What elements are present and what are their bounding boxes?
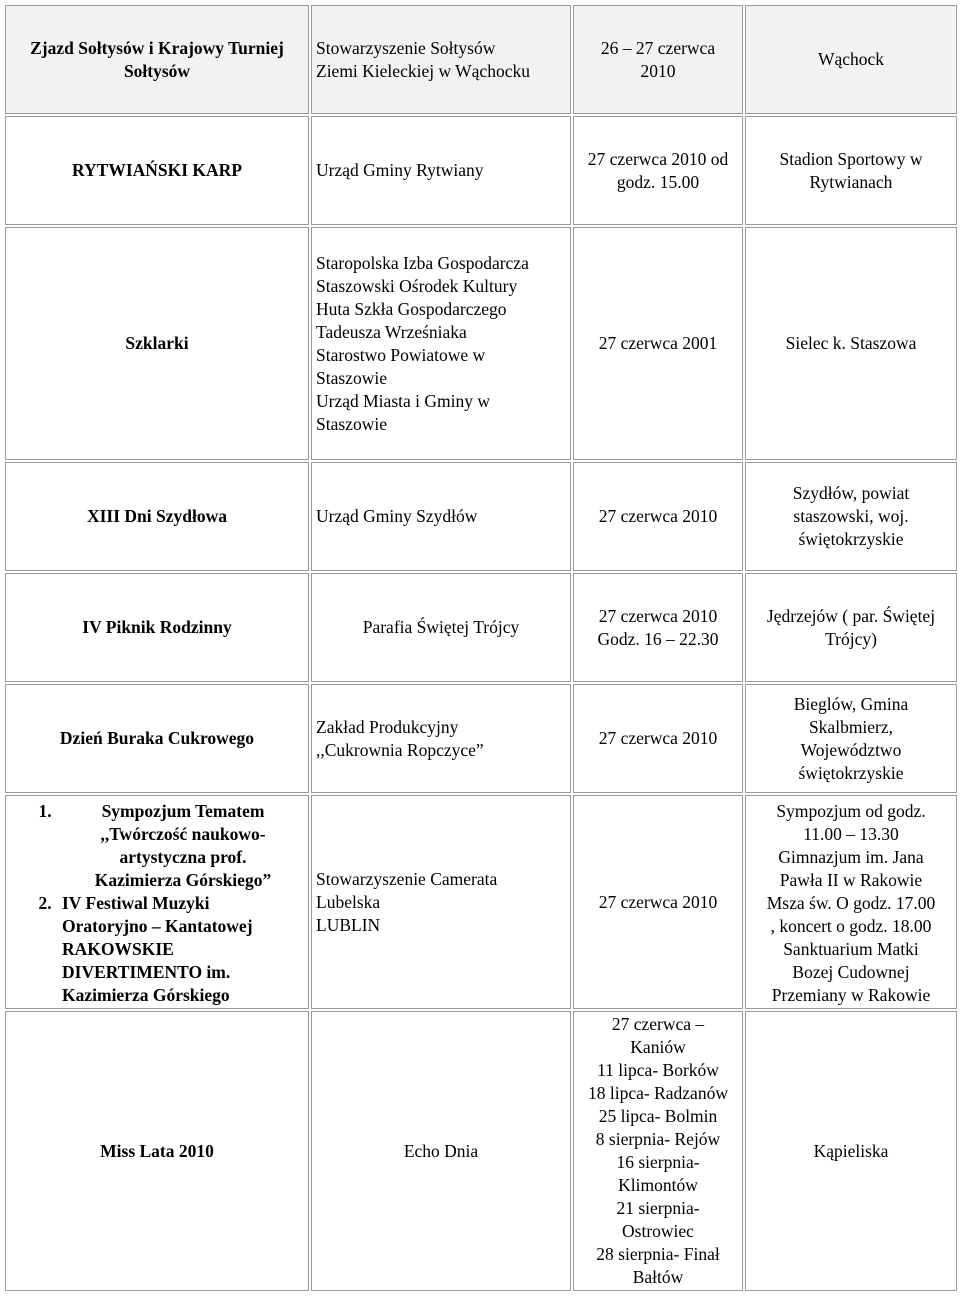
date-cell bbox=[573, 1011, 743, 1291]
place-text: staszowski, woj. bbox=[793, 506, 909, 526]
place-text: Gimnazjum im. Jana bbox=[778, 847, 924, 867]
date-cell bbox=[573, 116, 743, 225]
place-text: Bieglów, Gmina bbox=[793, 693, 909, 714]
organizer-cell bbox=[311, 684, 571, 793]
place-cell bbox=[745, 1011, 957, 1291]
place-cell bbox=[745, 462, 957, 571]
event-name-cell bbox=[5, 5, 309, 114]
table-row bbox=[5, 795, 957, 1009]
place-text: Przemiany w Rakowie bbox=[771, 985, 931, 1005]
table-row bbox=[5, 462, 957, 571]
date-text: 21 sierpnia- bbox=[616, 1198, 700, 1218]
organizer-cell bbox=[311, 573, 571, 682]
event-name: Szklarki bbox=[125, 333, 189, 353]
list-item bbox=[56, 800, 304, 892]
place-text: Sympozjum od godz. bbox=[776, 801, 926, 821]
date-cell bbox=[573, 462, 743, 571]
date-text: Kaniów bbox=[630, 1037, 686, 1057]
event-name: Sołtysów bbox=[123, 60, 191, 81]
place-text: Bozej Cudownej bbox=[792, 962, 910, 982]
event-name-cell bbox=[5, 573, 309, 682]
organizer-text: Urząd Gminy Rytwiany bbox=[316, 160, 484, 180]
date-text: 27 czerwca – bbox=[611, 1014, 705, 1034]
date-text: 8 sierpnia- Rejów bbox=[595, 1129, 721, 1149]
date-cell bbox=[573, 573, 743, 682]
organizer-text: Starostwo Powiatowe w bbox=[316, 344, 486, 365]
place-text: świętokrzyskie bbox=[798, 762, 904, 783]
organizer-text: Stowarzyszenie Camerata bbox=[316, 868, 498, 889]
place-cell bbox=[745, 227, 957, 460]
event-name: RAKOWSKIE bbox=[62, 939, 174, 959]
event-program-list bbox=[10, 800, 304, 1007]
date-cell bbox=[573, 227, 743, 460]
event-name: Oratoryjno – Kantatowej bbox=[62, 916, 253, 936]
date-text: 25 lipca- Bolmin bbox=[598, 1106, 718, 1126]
organizer-cell bbox=[311, 116, 571, 225]
organizer-text: Tadeusza Wrześniaka bbox=[316, 321, 467, 342]
event-name-cell bbox=[5, 227, 309, 460]
events-table bbox=[3, 3, 959, 1293]
event-name-cell bbox=[5, 462, 309, 571]
place-text: Szydłów, powiat bbox=[792, 483, 910, 503]
organizer-text: Staszowie bbox=[316, 367, 387, 388]
date-text: 16 sierpnia- bbox=[616, 1152, 700, 1172]
date-text: 27 czerwca 2010 bbox=[598, 605, 718, 626]
event-name-cell bbox=[5, 684, 309, 793]
event-name: DIVERTIMENTO im. bbox=[62, 962, 231, 982]
organizer-text: Echo Dnia bbox=[403, 1140, 479, 1161]
place-text: Sielec k. Staszowa bbox=[785, 333, 917, 353]
place-text: Skalbmierz, bbox=[808, 716, 894, 737]
event-name: Kazimierza Górskiego” bbox=[94, 870, 272, 890]
place-cell bbox=[745, 116, 957, 225]
date-text: 11 lipca- Borków bbox=[597, 1060, 719, 1080]
table-row bbox=[5, 1011, 957, 1291]
table-row bbox=[5, 573, 957, 682]
date-cell bbox=[573, 684, 743, 793]
date-text: 26 – 27 czerwca bbox=[600, 37, 716, 58]
table-row bbox=[5, 116, 957, 225]
date-text: 28 sierpnia- Finał bbox=[596, 1244, 720, 1264]
date-text: Bałtów bbox=[632, 1267, 684, 1287]
organizer-text: Lubelska bbox=[316, 891, 381, 912]
organizer-text: ,,Cukrownia Ropczyce” bbox=[316, 739, 484, 760]
event-name: Zjazd Sołtysów i Krajowy Turniej bbox=[30, 37, 284, 58]
table-row bbox=[5, 684, 957, 793]
date-text: godz. 15.00 bbox=[616, 171, 700, 192]
place-text: Trójcy) bbox=[825, 628, 877, 649]
place-text: Sanktuarium Matki bbox=[783, 939, 919, 959]
organizer-cell bbox=[311, 227, 571, 460]
date-text: Ostrowiec bbox=[622, 1221, 694, 1241]
date-text: 27 czerwca 2010 od bbox=[587, 148, 729, 169]
organizer-text: Stowarzyszenie Sołtysów bbox=[316, 37, 496, 58]
organizer-text: Staropolska Izba Gospodarcza bbox=[316, 252, 529, 273]
organizer-text: LUBLIN bbox=[316, 914, 381, 935]
place-cell bbox=[745, 5, 957, 114]
place-cell bbox=[745, 795, 957, 1009]
organizer-text: Urząd Miasta i Gminy w bbox=[316, 390, 490, 411]
place-text: 11.00 – 13.30 bbox=[803, 824, 899, 844]
date-text: 2010 bbox=[640, 60, 676, 81]
place-text: Stadion Sportowy w bbox=[779, 148, 923, 169]
place-cell bbox=[745, 684, 957, 793]
event-name-cell bbox=[5, 795, 309, 1009]
organizer-text: Staszowie bbox=[316, 413, 387, 434]
place-text: świętokrzyskie bbox=[798, 529, 904, 549]
table-row bbox=[5, 227, 957, 460]
date-text: 27 czerwca 2001 bbox=[598, 333, 718, 353]
organizer-cell bbox=[311, 5, 571, 114]
place-text: , koncert o godz. 18.00 bbox=[770, 916, 932, 936]
event-name: RYTWIAŃSKI KARP bbox=[71, 160, 243, 180]
date-text: Klimontów bbox=[618, 1175, 698, 1195]
date-text: 27 czerwca 2010 bbox=[598, 728, 718, 748]
event-name: ,,Twórczość naukowo- bbox=[100, 824, 266, 844]
place-text: Wąchock bbox=[817, 49, 885, 69]
organizer-text: Urząd Gminy Szydłów bbox=[316, 506, 478, 526]
event-name-cell bbox=[5, 1011, 309, 1291]
event-name: IV Piknik Rodzinny bbox=[82, 617, 232, 637]
list-item bbox=[56, 892, 304, 1007]
event-name: 1. Sympozjum Tematem bbox=[101, 801, 265, 821]
event-name: artystyczna prof. bbox=[119, 847, 247, 867]
place-text: Kąpieliska bbox=[813, 1140, 889, 1161]
organizer-text: Huta Szkła Gospodarczego bbox=[316, 298, 507, 319]
place-cell bbox=[745, 573, 957, 682]
event-name-cell bbox=[5, 116, 309, 225]
event-name: Dzień Buraka Cukrowego bbox=[59, 728, 255, 748]
event-name: 2. IV Festiwal Muzyki bbox=[62, 893, 210, 913]
date-cell bbox=[573, 5, 743, 114]
organizer-text: Parafia Świętej Trójcy bbox=[362, 617, 520, 637]
event-name: Kazimierza Górskiego bbox=[62, 985, 230, 1005]
date-text: 27 czerwca 2010 bbox=[598, 506, 718, 526]
organizer-text: Zakład Produkcyjny bbox=[316, 716, 459, 737]
organizer-cell bbox=[311, 795, 571, 1009]
organizer-text: Staszowski Ośrodek Kultury bbox=[316, 275, 518, 296]
organizer-cell bbox=[311, 1011, 571, 1291]
place-text: Województwo bbox=[800, 739, 902, 760]
date-text: 18 lipca- Radzanów bbox=[588, 1083, 728, 1103]
organizer-cell bbox=[311, 462, 571, 571]
place-text: Msza św. O godz. 17.00 bbox=[766, 893, 936, 913]
place-text: Jędrzejów ( par. Świętej bbox=[766, 605, 936, 626]
date-text: Godz. 16 – 22.30 bbox=[597, 628, 719, 649]
place-text: Pawła II w Rakowie bbox=[779, 870, 923, 890]
date-cell bbox=[573, 795, 743, 1009]
date-text: 27 czerwca 2010 bbox=[598, 891, 718, 912]
event-name: Miss Lata 2010 bbox=[100, 1140, 214, 1161]
place-text: Rytwianach bbox=[809, 171, 893, 192]
organizer-text: Ziemi Kieleckiej w Wąchocku bbox=[316, 60, 530, 81]
event-name: XIII Dni Szydłowa bbox=[86, 506, 228, 526]
table-row bbox=[5, 5, 957, 114]
